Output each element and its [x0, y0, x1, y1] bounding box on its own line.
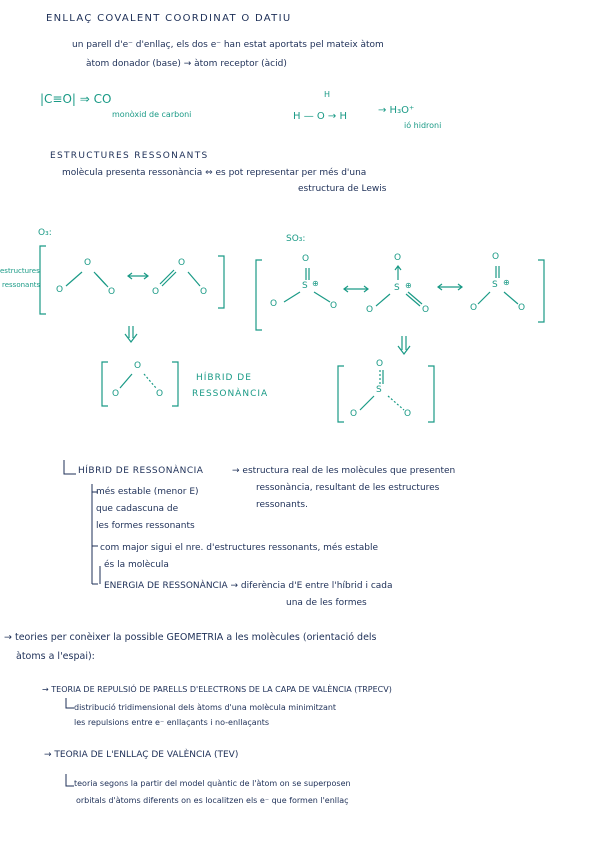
- o3-atom-center-2: O: [178, 258, 186, 268]
- o3-atom-right-1: O: [108, 287, 116, 297]
- so3-atom-right-2: O: [422, 305, 430, 315]
- tev-text-2: orbitals d'àtoms diferents on es localitzen els e⁻ que formen l'enllaç: [76, 796, 349, 805]
- tev-text-1: teoria segons la partir del model quàntic de l'àtom on se superposen: [74, 779, 351, 788]
- so3-atom-left-3: O: [470, 303, 478, 313]
- o3-hybrid-left: O: [112, 389, 120, 399]
- hybrid-title: HÍBRID DE RESSONÀNCIA: [78, 466, 204, 476]
- donor-acceptor-line: àtom donador (base) → àtom receptor (àcid): [86, 59, 287, 69]
- co-lewis-formula: |C≡O| ⇒ CO: [40, 92, 112, 106]
- hybrid-label-1: HÍBRID DE: [196, 373, 252, 383]
- o3-atom-left-2: O: [152, 287, 160, 297]
- more-structures-1: com major sigui el nre. d'estructures ressonants, més estable: [100, 543, 379, 553]
- side-label-resonant: ressonants: [2, 281, 41, 289]
- hydronium-formula: → H₃O⁺: [378, 105, 415, 116]
- so3-charge-2: ⊕: [405, 281, 412, 290]
- coordinate-bond-definition: un parell d'e⁻ d'enllaç, els dos e⁻ han estat aportats pel mateix àtom: [72, 40, 384, 50]
- so3-hybrid-left: O: [350, 409, 358, 419]
- tev-title: → TEORIA DE L'ENLLAÇ DE VALÈNCIA (TEV): [44, 750, 239, 760]
- so3-atom-top-1: O: [302, 254, 310, 264]
- o3-atom-left-1: O: [56, 285, 64, 295]
- hybrid-definition-2: ressonància, resultant de les estructures: [256, 483, 440, 493]
- o3-atom-center-1: O: [84, 258, 92, 268]
- o3-hybrid-center: O: [134, 361, 142, 371]
- so3-atom-left-2: O: [366, 305, 374, 315]
- water-h-bond: H — O → H: [293, 111, 348, 122]
- section-title-coordinate-bond: ENLLAÇ COVALENT COORDINAT O DATIU: [46, 13, 292, 24]
- stability-1: més estable (menor E): [96, 487, 199, 497]
- hybrid-definition-3: ressonants.: [256, 500, 308, 510]
- hydronium-name: ió hidroni: [404, 121, 442, 130]
- trpecv-title: → TEORIA DE REPULSIÓ DE PARELLS D'ELECTRONS DE LA CAPA DE VALÈNCIA (TRPECV): [42, 685, 392, 694]
- so3-atom-top-3: O: [492, 252, 500, 262]
- o3-hybrid-right: O: [156, 389, 164, 399]
- so3-charge-3: ⊕: [503, 278, 510, 287]
- so3-hybrid-right: O: [404, 409, 412, 419]
- co-name: monòxid de carboni: [112, 110, 192, 119]
- section-title-resonance: ESTRUCTURES RESSONANTS: [50, 151, 209, 161]
- so3-atom-s-3: S: [492, 280, 498, 290]
- so3-atom-right-1: O: [330, 301, 338, 311]
- hybrid-label-2: RESSONÀNCIA: [192, 389, 269, 399]
- so3-atom-s-1: S: [302, 281, 308, 291]
- side-label-structures: estructures: [0, 267, 40, 275]
- so3-charge-1: ⊕: [312, 279, 319, 288]
- resonance-energy-2: una de les formes: [286, 598, 367, 608]
- geometry-intro-2: àtoms a l'espai):: [16, 651, 95, 662]
- so3-atom-left-1: O: [270, 299, 278, 309]
- h-top-atom: H: [324, 90, 331, 99]
- so3-hybrid-top: O: [376, 359, 384, 369]
- stability-2: que cadascuna de: [96, 504, 179, 514]
- stability-3: les formes ressonants: [96, 521, 195, 531]
- so3-atom-right-3: O: [518, 303, 526, 313]
- o3-atom-right-2: O: [200, 287, 208, 297]
- so3-hybrid-s: S: [376, 385, 382, 395]
- geometry-intro-1: → teories per conèixer la possible GEOMETRIA a les molècules (orientació dels: [4, 632, 377, 643]
- o3-label: O₃:: [38, 228, 52, 238]
- hybrid-definition-1: → estructura real de les molècules que presenten: [232, 466, 456, 476]
- so3-atom-top-2: O: [394, 253, 402, 263]
- so3-atom-s-2: S: [394, 283, 400, 293]
- resonance-energy-1: ENERGIA DE RESSONÀNCIA → diferència d'E entre l'híbrid i cada: [104, 581, 393, 591]
- trpecv-text-1: distribució tridimensional dels àtoms d'una molècula minimitzant: [74, 703, 337, 712]
- trpecv-text-2: les repulsions entre e⁻ enllaçants i no-enllaçants: [74, 718, 270, 727]
- resonance-definition-cont: estructura de Lewis: [298, 184, 387, 194]
- so3-label: SO₃:: [286, 234, 306, 244]
- resonance-definition: molècula presenta ressonància ⇔ es pot representar per més d'una: [62, 168, 367, 178]
- more-structures-2: és la molècula: [104, 560, 169, 570]
